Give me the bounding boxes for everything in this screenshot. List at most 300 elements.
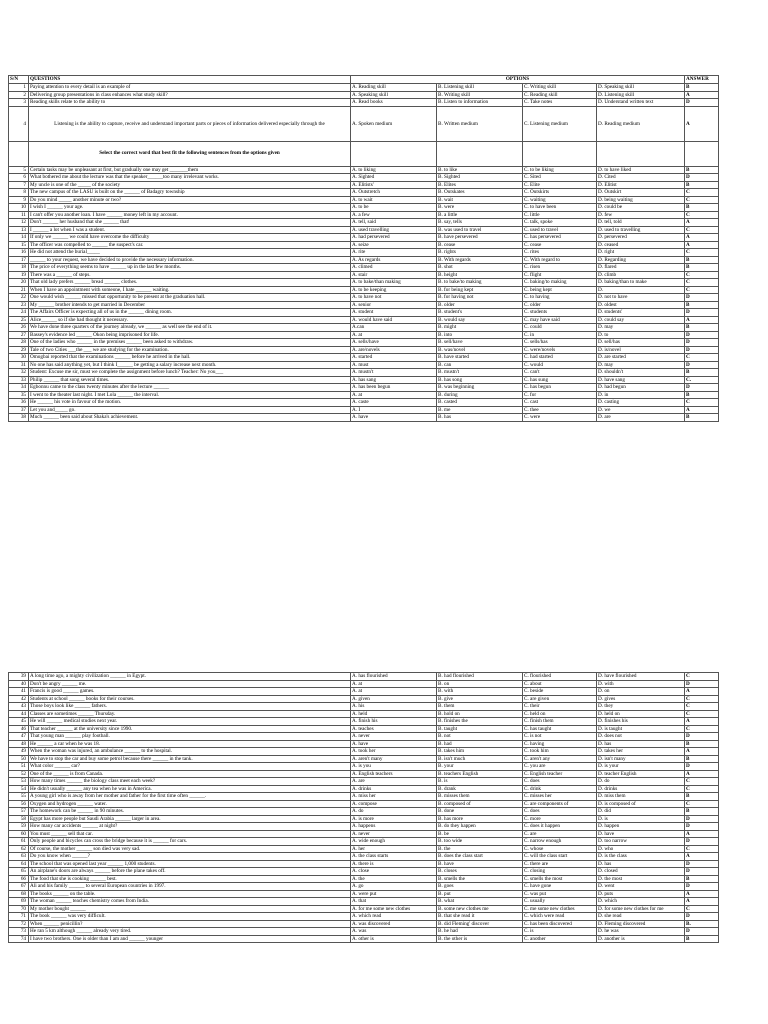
option-d: D. in: [597, 391, 685, 399]
answer: B: [685, 391, 719, 399]
question-number: 51: [9, 763, 29, 771]
option-b: B. sell/have: [437, 339, 523, 347]
option-c: C. Sited: [523, 174, 597, 182]
option-b: B. Listen to information: [437, 99, 523, 107]
answer: B: [685, 166, 719, 174]
question-row: [9, 763, 719, 771]
option-b: B. into: [437, 331, 523, 339]
answer: C: [685, 189, 719, 197]
option-b: B. give: [437, 695, 523, 703]
question-number: 32: [9, 369, 29, 377]
question-row: [9, 369, 719, 377]
option-c: C. little: [523, 211, 597, 219]
question-row: [9, 920, 719, 928]
option-d: D. Understand written text: [597, 99, 685, 107]
option-d: D. finishes his: [597, 718, 685, 726]
option-a: A. sells/have: [351, 339, 437, 347]
option-b: B. was used to travel: [437, 226, 523, 234]
option-c: C. English teacher: [523, 770, 597, 778]
question-row: [9, 399, 719, 407]
question-text: Those boys look like ______ fathers.: [29, 703, 351, 711]
question-text: The books ______ on the table.: [29, 890, 351, 898]
option-b: B. Writing skill: [437, 91, 523, 99]
option-a: A. finish his: [351, 718, 437, 726]
question-number: 35: [9, 391, 29, 399]
answer: B: [685, 181, 719, 189]
option-a: A. Outstretch: [351, 189, 437, 197]
answer: B: [685, 793, 719, 801]
option-a: A. started: [351, 354, 437, 362]
question-row: [9, 800, 719, 808]
answer: D: [685, 346, 719, 354]
question-number: 25: [9, 316, 29, 324]
option-d: D. closed: [597, 868, 685, 876]
option-a: A. English teachers: [351, 770, 437, 778]
question-text: One would wish ______ missed that opportunity to be present at the graduation hall.: [29, 294, 351, 302]
question-number: 33: [9, 376, 29, 384]
option-b: B. your: [437, 763, 523, 771]
option-b: B. Sighted: [437, 174, 523, 182]
answer: C: [685, 226, 719, 234]
option-a: A. have: [351, 414, 437, 422]
option-d: D. are: [597, 414, 685, 422]
question-text: That teacher ______ at the university since 1990.: [29, 725, 351, 733]
option-d: D. not to have: [597, 294, 685, 302]
option-b: B. finishes the: [437, 718, 523, 726]
option-c: C. about: [523, 680, 597, 688]
option-b: B. during: [437, 391, 523, 399]
question-text: ______ to your request, we have decided to provide the necessary information.: [29, 256, 351, 264]
question-row: [9, 376, 719, 384]
question-number: 16: [9, 249, 29, 257]
question-row: [9, 211, 719, 219]
option-b: B. were: [437, 204, 523, 212]
question-row: [9, 316, 719, 324]
option-d: D. another is: [597, 935, 685, 943]
question-text: Certain tasks may be unpleasant at first, but gradually one may get _______them: [29, 166, 351, 174]
question-row: [9, 748, 719, 756]
option-d: D.: [597, 286, 685, 294]
question-text: I ______ a lot when I was a student.: [29, 226, 351, 234]
option-c: C. is: [523, 928, 597, 936]
option-d: D. used to travelling: [597, 226, 685, 234]
question-text: Paying attention to every detail is an example of: [29, 84, 351, 92]
question-row: [9, 301, 719, 309]
option-c: C. being kept: [523, 286, 597, 294]
answer: D: [685, 913, 719, 921]
option-d: D. Outskirt: [597, 189, 685, 197]
option-d: D. Cited: [597, 174, 685, 182]
option-d: D. gives: [597, 695, 685, 703]
question-text: No one has said anything yet, but I think I______ be getting a salary increase next month.: [29, 361, 351, 369]
question-text: How many times ______ the biology class meet each week?: [29, 778, 351, 786]
option-b: B. rights: [437, 249, 523, 257]
answer: B: [685, 256, 719, 264]
option-d: D. they: [597, 703, 685, 711]
option-b: B. to like: [437, 166, 523, 174]
question-number: 43: [9, 703, 29, 711]
option-a: A. Elitists': [351, 181, 437, 189]
option-d: D. is/novel: [597, 346, 685, 354]
option-b: B. Outskates: [437, 189, 523, 197]
question-text: The Affairs Officer is expecting all of us in the ______ dining room.: [29, 309, 351, 317]
answer: C: [685, 725, 719, 733]
answer: B: [685, 324, 719, 332]
blank-cell: [597, 141, 685, 166]
question-number: 7: [9, 181, 29, 189]
question-number: 66: [9, 875, 29, 883]
option-c: C. finish them: [523, 718, 597, 726]
option-a: A. teaches: [351, 725, 437, 733]
option-a: A. is more: [351, 815, 437, 823]
option-a: A. her: [351, 845, 437, 853]
option-b: B. the other is: [437, 935, 523, 943]
question-text: The book ______ was very difficult.: [29, 913, 351, 921]
question-text: He ran 5 km although ______ already very tired.: [29, 928, 351, 936]
option-b: B. isn't much: [437, 755, 523, 763]
option-c: C. another: [523, 935, 597, 943]
sn-header: S/N: [9, 76, 29, 84]
question-text: He ______ his vote in favour of the motion.: [29, 399, 351, 407]
option-d: D. is composed of: [597, 800, 685, 808]
option-c: C. smells the most: [523, 875, 597, 883]
option-b: B. did Fleming' discover: [437, 920, 523, 928]
option-c: C. took him: [523, 748, 597, 756]
option-b: B. put: [437, 890, 523, 898]
question-row: [9, 710, 719, 718]
question-number: 74: [9, 935, 29, 943]
question-text: When the woman was injured, an ambulance ______ to the hospital.: [29, 748, 351, 756]
questions-table-1: [8, 75, 719, 422]
question-number: 61: [9, 838, 29, 846]
option-b: B. might: [437, 324, 523, 332]
question-row: [9, 725, 719, 733]
option-a: A. for me some new clothes: [351, 905, 437, 913]
option-a: A. took her: [351, 748, 437, 756]
option-c: C. older: [523, 301, 597, 309]
option-b: B. had flourished: [437, 673, 523, 681]
question-row: [9, 309, 719, 317]
option-c: C. used to travel: [523, 226, 597, 234]
option-b: B. have: [437, 860, 523, 868]
question-number: 31: [9, 361, 29, 369]
question-number: 30: [9, 354, 29, 362]
question-text: That old lady prefers ______ bread ______ clothes.: [29, 279, 351, 287]
option-a: A. that: [351, 898, 437, 906]
question-number: 24: [9, 309, 29, 317]
option-a: A. has flourished: [351, 673, 437, 681]
option-a: A. miss her: [351, 793, 437, 801]
option-b: B. Listening skill: [437, 84, 523, 92]
option-c: C. flourished: [523, 673, 597, 681]
option-a: A. As regards: [351, 256, 437, 264]
question-number: 15: [9, 241, 29, 249]
question-text: I went to the theater last night. I met Lola ______ the interval.: [29, 391, 351, 399]
option-c: C. baking/to making: [523, 279, 597, 287]
question-row: [9, 166, 719, 174]
answer: D: [685, 883, 719, 891]
question-row: [9, 703, 719, 711]
question-number: 11: [9, 211, 29, 219]
question-row: [9, 249, 719, 257]
question-number: 3: [9, 99, 29, 107]
question-number: 36: [9, 399, 29, 407]
option-a: A. at: [351, 331, 437, 339]
option-a: A. to wait: [351, 196, 437, 204]
option-a: A. I: [351, 406, 437, 414]
option-d: D. puts: [597, 890, 685, 898]
option-b: B. too wide: [437, 838, 523, 846]
answer: D: [685, 339, 719, 347]
answer: D: [685, 294, 719, 302]
option-d: D. he was: [597, 928, 685, 936]
option-d: D. shouldn't: [597, 369, 685, 377]
question-number: 55: [9, 793, 29, 801]
option-c: C. will the class start: [523, 853, 597, 861]
answer: B: [685, 264, 719, 272]
question-row: [9, 905, 719, 913]
answer: D: [685, 815, 719, 823]
option-d: D. happen: [597, 823, 685, 831]
option-c: C. having: [523, 740, 597, 748]
question-number: 53: [9, 778, 29, 786]
option-a: A. aren't many: [351, 755, 437, 763]
question-text: Don't ______ her husband that she ______ that!: [29, 219, 351, 227]
answer: C.: [685, 376, 719, 384]
question-text: I have two brothers. One is older than I am and ______ younger: [29, 935, 351, 943]
answer: A: [685, 718, 719, 726]
option-d: D. baking/than to make: [597, 279, 685, 287]
question-text: My uncle is one of the _____ of the society: [29, 181, 351, 189]
question-text: When I have an appointment with someone, I hate ______ waiting.: [29, 286, 351, 294]
option-d: D. may: [597, 361, 685, 369]
question-text: He ______ a car when he was 18.: [29, 740, 351, 748]
option-c: C. Elite: [523, 181, 597, 189]
answer: A: [685, 234, 719, 242]
question-number: 62: [9, 845, 29, 853]
option-c: C. With regard to: [523, 256, 597, 264]
option-d: D. is taught: [597, 725, 685, 733]
option-a: A. caste: [351, 399, 437, 407]
option-d: D. which: [597, 898, 685, 906]
option-b: B. has more: [437, 815, 523, 823]
question-row: [9, 354, 719, 362]
question-row: [9, 331, 719, 339]
option-a: A. happens: [351, 823, 437, 831]
option-b: B. was beginning: [437, 384, 523, 392]
option-c: C. Outskirts: [523, 189, 597, 197]
option-b: B. teachers English: [437, 770, 523, 778]
option-b: B. hold on: [437, 710, 523, 718]
option-a: A. is you: [351, 763, 437, 771]
question-text: What bothered me about the lecture was that the speaker______too many irrelevant works.: [29, 174, 351, 182]
option-a: A. used travelling: [351, 226, 437, 234]
option-c: C. beside: [523, 688, 597, 696]
option-b: B. some new clothes me: [437, 905, 523, 913]
option-b: B. composed of: [437, 800, 523, 808]
blank-cell: [9, 141, 29, 166]
question-text: Of course, the mother ______ son died was very sad.: [29, 845, 351, 853]
option-c: C. are given: [523, 695, 597, 703]
option-b: B. to bake/to making: [437, 279, 523, 287]
option-b: B. casted: [437, 399, 523, 407]
option-d: D. have: [597, 830, 685, 838]
questions-table-2: [8, 672, 719, 943]
question-text: The officer was compelled to ______ the suspect's car.: [29, 241, 351, 249]
option-c: C. to be liking: [523, 166, 597, 174]
option-a: A. other is: [351, 935, 437, 943]
page-2: [0, 672, 768, 1024]
question-row: [9, 286, 719, 294]
question-text: My mother bought ______: [29, 905, 351, 913]
question-row: [9, 845, 719, 853]
question-number: 8: [9, 189, 29, 197]
option-a: A. stair: [351, 271, 437, 279]
answer: B: [685, 369, 719, 377]
option-c: C. cease: [523, 241, 597, 249]
option-c: C. Reading skill: [523, 91, 597, 99]
question-number: 13: [9, 226, 29, 234]
question-row: [9, 234, 719, 242]
question-row: [9, 770, 719, 778]
question-number: 67: [9, 883, 29, 891]
answer: A: [685, 316, 719, 324]
option-c: C. were/novels: [523, 346, 597, 354]
option-c: C. was put: [523, 890, 597, 898]
question-number: 64: [9, 860, 29, 868]
answer: B: [685, 204, 719, 212]
question-number: 58: [9, 815, 29, 823]
option-b: B. have started: [437, 354, 523, 362]
option-b: B. have persevered: [437, 234, 523, 242]
option-d: D. flared: [597, 264, 685, 272]
option-a: A. mustn't: [351, 369, 437, 377]
option-c: C. waiting: [523, 196, 597, 204]
option-d: D. could be: [597, 204, 685, 212]
answer: D: [685, 331, 719, 339]
question-text: I can't offer you another loan. I have ______ money left in my account.: [29, 211, 351, 219]
option-a: A. Read books: [351, 99, 437, 107]
question-text: Alice______ so if she had thought it necessary.: [29, 316, 351, 324]
option-a: A. student: [351, 309, 437, 317]
option-b: B. closes: [437, 868, 523, 876]
question-row: [9, 785, 719, 793]
option-b: B. shot: [437, 264, 523, 272]
option-c: C. had started: [523, 354, 597, 362]
option-d: D. has: [597, 740, 685, 748]
question-row: [9, 339, 719, 347]
answer: A: [685, 748, 719, 756]
question-number: 4: [9, 106, 29, 141]
option-b: B. does the class start: [437, 853, 523, 861]
option-b: B. was/novel: [437, 346, 523, 354]
question-text: Do you mind _____ another minute or two?: [29, 196, 351, 204]
option-b: B. had: [437, 740, 523, 748]
question-number: 54: [9, 785, 29, 793]
option-d: D. Reading medium: [597, 106, 685, 141]
answer: B: [685, 808, 719, 816]
option-d: D. the most: [597, 875, 685, 883]
answer: D: [685, 860, 719, 868]
option-b: B. is: [437, 778, 523, 786]
option-c: C. Take notes: [523, 99, 597, 107]
question-row: [9, 406, 719, 414]
answer: B: [685, 301, 719, 309]
option-d: D. had begun: [597, 384, 685, 392]
option-a: A. a few: [351, 211, 437, 219]
option-a: A. Speaking skill: [351, 91, 437, 99]
question-row: [9, 718, 719, 726]
question-text: Students at school ______ books for their courses.: [29, 695, 351, 703]
question-number: 27: [9, 331, 29, 339]
answer: D: [685, 99, 719, 107]
option-c: C. has taught: [523, 725, 597, 733]
question-number: 38: [9, 414, 29, 422]
question-number: 26: [9, 324, 29, 332]
option-c: C. aren't any: [523, 755, 597, 763]
question-row: [9, 808, 719, 816]
option-a: A. had persevered: [351, 234, 437, 242]
option-d: D. sell/has: [597, 339, 685, 347]
answer: D: [685, 309, 719, 317]
option-b: B. mustn't: [437, 369, 523, 377]
option-a: A. were put: [351, 890, 437, 898]
option-d: D. right: [597, 249, 685, 257]
page-1: [0, 75, 768, 515]
option-d: D. tell, told: [597, 219, 685, 227]
option-d: D. too narrow: [597, 838, 685, 846]
answer: C: [685, 703, 719, 711]
option-c: C. students: [523, 309, 597, 317]
question-row: [9, 219, 719, 227]
option-d: D. for some new clothes for me: [597, 905, 685, 913]
question-row: [9, 226, 719, 234]
option-c: C. does: [523, 778, 597, 786]
option-a: A. at: [351, 688, 437, 696]
answer: C: [685, 249, 719, 257]
question-row: [9, 815, 719, 823]
question-number: 46: [9, 725, 29, 733]
question-number: 48: [9, 740, 29, 748]
question-text: The price of everything seems to have ______ up in the last few months.: [29, 264, 351, 272]
option-b: B. older: [437, 301, 523, 309]
answer: B: [685, 414, 719, 422]
question-row: [9, 838, 719, 846]
option-a: A. drinks: [351, 785, 437, 793]
option-a: A. close: [351, 868, 437, 876]
question-row: [9, 91, 719, 99]
question-number: 34: [9, 384, 29, 392]
question-number: 59: [9, 823, 29, 831]
option-c: C. to having: [523, 294, 597, 302]
answer: C: [685, 399, 719, 407]
answer: B: [685, 935, 719, 943]
option-b: B. Elites: [437, 181, 523, 189]
answer-header: ANSWER: [685, 76, 719, 84]
option-c: C. held on: [523, 710, 597, 718]
question-text: That young man ______ play football.: [29, 733, 351, 741]
question-number: 5: [9, 166, 29, 174]
option-b: B. he had: [437, 928, 523, 936]
question-text: How many car accidents ______ at night?: [29, 823, 351, 831]
option-d: D. we: [597, 406, 685, 414]
question-text: There was a ______ of steps.: [29, 271, 351, 279]
option-b: B. has song: [437, 376, 523, 384]
question-row: [9, 740, 719, 748]
question-text: Ali and his family ______ to several European countries in 1997.: [29, 883, 351, 891]
question-text: Do you know when ______?: [29, 853, 351, 861]
answer: A: [685, 241, 719, 249]
